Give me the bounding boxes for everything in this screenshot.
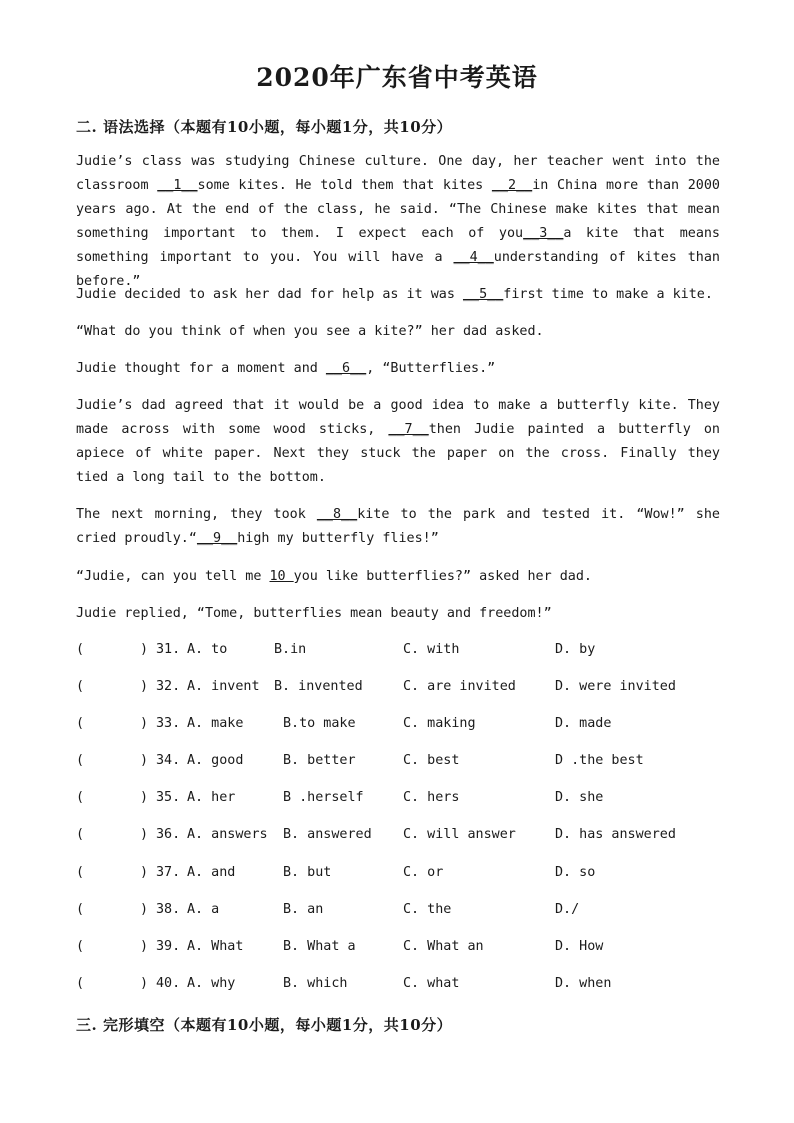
option-d: D./	[555, 902, 580, 917]
option-d: D. How	[555, 939, 604, 954]
passage-paragraph-2	[76, 283, 720, 307]
option-b: B. invented	[274, 679, 363, 694]
passage-text: “What do you think of when you see a kite?” her dad asked.	[76, 324, 544, 339]
option-a: A. invent	[187, 679, 260, 694]
option-b: B. but	[283, 865, 332, 880]
passage-text: kite to the park and tested it. “Wow!” she cried proudly.“	[76, 507, 720, 546]
option-d: D. so	[555, 865, 596, 880]
section-heading-grammar: 二. 语法选择（本题有10小题，每小题1分，共10分）	[76, 118, 453, 136]
passage-text: first time to make a kite.	[503, 287, 713, 302]
option-c: C. or	[403, 865, 444, 880]
option-b: B. which	[283, 976, 348, 991]
answer-slot-open: (	[76, 865, 85, 880]
option-a: A. good	[187, 753, 244, 768]
passage-text: Judie thought for a moment and	[76, 361, 326, 376]
option-d: D. made	[555, 716, 612, 731]
blank-7: __7__	[388, 422, 429, 437]
answer-slot-close: )	[140, 827, 149, 842]
question-31	[76, 642, 736, 664]
passage-text: some kites. He told them that kites	[197, 178, 492, 193]
option-c: C. will answer	[403, 827, 516, 842]
question-33	[76, 716, 736, 738]
option-b: B. better	[283, 753, 356, 768]
option-c: C. the	[403, 902, 452, 917]
answer-slot-open: (	[76, 679, 85, 694]
question-number: 32.	[156, 679, 181, 694]
blank-1: __1__	[157, 178, 198, 193]
passage-paragraph-4	[76, 357, 720, 381]
option-a: A. and	[187, 865, 236, 880]
passage-text: a kite that means something important to you. You will have a	[76, 226, 720, 265]
passage-text: then Judie painted a butterfly on apiece of white paper. Next they stuck the paper on the cross. Finally they tied a long tail to the bottom.	[76, 422, 720, 485]
answer-slot-close: )	[140, 716, 149, 731]
answer-slot-close: )	[140, 679, 149, 694]
passage-text: Judie’s dad agreed that it would be a good idea to make a butterfly kite. They made across with some wood sticks,	[76, 398, 720, 437]
answer-slot-open: (	[76, 753, 85, 768]
option-c: C. What an	[403, 939, 484, 954]
question-35	[76, 790, 736, 812]
answer-slot-close: )	[140, 642, 149, 657]
answer-slot-close: )	[140, 865, 149, 880]
blank-3: __3__	[523, 226, 564, 241]
option-a: A. answers	[187, 827, 268, 842]
question-number: 33.	[156, 716, 181, 731]
question-number: 35.	[156, 790, 181, 805]
answer-slot-close: )	[140, 939, 149, 954]
blank-4: __4__	[453, 250, 494, 265]
option-d: D. by	[555, 642, 596, 657]
answer-slot-open: (	[76, 642, 85, 657]
option-c: C. best	[403, 753, 460, 768]
page-title: 2020年广东省中考英语	[256, 63, 538, 92]
question-number: 38.	[156, 902, 181, 917]
option-a: A. why	[187, 976, 236, 991]
passage-paragraph-1	[76, 150, 720, 294]
option-d: D. she	[555, 790, 604, 805]
passage-text: Judie decided to ask her dad for help as it was	[76, 287, 463, 302]
passage-paragraph-5	[76, 394, 720, 490]
blank-5: __5__	[462, 287, 504, 302]
question-37	[76, 865, 736, 887]
answer-slot-close: )	[140, 753, 149, 768]
answer-slot-open: (	[76, 939, 85, 954]
option-c: C. with	[403, 642, 460, 657]
option-b: B.to make	[283, 716, 356, 731]
question-36	[76, 827, 736, 849]
blank-8: __8__	[316, 507, 358, 522]
passage-text: The next morning, they took	[76, 507, 317, 522]
answer-slot-open: (	[76, 976, 85, 991]
blank-6: __6__	[325, 361, 367, 376]
question-number: 34.	[156, 753, 181, 768]
passage-paragraph-7	[76, 565, 720, 589]
passage-text: you like butterflies?” asked her dad.	[293, 569, 592, 584]
answer-slot-open: (	[76, 902, 85, 917]
option-b: B. answered	[283, 827, 372, 842]
option-c: C. making	[403, 716, 476, 731]
option-b: B. What a	[283, 939, 356, 954]
option-c: C. are invited	[403, 679, 516, 694]
question-40	[76, 976, 736, 998]
question-number: 39.	[156, 939, 181, 954]
option-b: B .herself	[283, 790, 364, 805]
passage-text: “Judie, can you tell me	[76, 569, 270, 584]
blank-9: __9__	[196, 531, 238, 546]
option-d: D. when	[555, 976, 612, 991]
option-b: B.in	[274, 642, 307, 657]
option-a: A. What	[187, 939, 244, 954]
question-number: 36.	[156, 827, 181, 842]
section-heading-cloze: 三. 完形填空（本题有10小题，每小题1分，共10分）	[76, 1016, 453, 1034]
option-a: A. make	[187, 716, 244, 731]
answer-slot-open: (	[76, 716, 85, 731]
answer-slot-close: )	[140, 790, 149, 805]
option-c: C. what	[403, 976, 460, 991]
blank-2: __2__	[491, 178, 533, 193]
answer-slot-open: (	[76, 827, 85, 842]
option-a: A. to	[187, 642, 228, 657]
passage-text: , “Butterflies.”	[366, 361, 496, 376]
passage-text: Judie replied, “Tome, butterflies mean beauty and freedom!”	[76, 606, 552, 621]
question-38	[76, 902, 736, 924]
passage-paragraph-3	[76, 320, 720, 344]
option-b: B. an	[283, 902, 324, 917]
answer-slot-open: (	[76, 790, 85, 805]
option-a: A. a	[187, 902, 220, 917]
passage-text: Judie’s class was studying Chinese culture. One day, her teacher went into the classroom	[76, 154, 720, 193]
passage-paragraph-6	[76, 503, 720, 551]
option-d: D. were invited	[555, 679, 676, 694]
question-39	[76, 939, 736, 961]
option-d: D. has answered	[555, 827, 676, 842]
passage-paragraph-8	[76, 602, 720, 626]
answer-slot-close: )	[140, 976, 149, 991]
question-32	[76, 679, 736, 701]
passage-text: high my butterfly flies!”	[237, 531, 439, 546]
passage-text: in China more than 2000 years ago. At the end of the class, he said. “The Chinese make kites that mean something important to them. I expect each of you	[76, 178, 720, 241]
option-d: D .the best	[555, 753, 644, 768]
question-number: 40.	[156, 976, 181, 991]
option-c: C. hers	[403, 790, 460, 805]
option-a: A. her	[187, 790, 236, 805]
passage-text: understanding of kites than before.”	[76, 250, 720, 289]
answer-slot-close: )	[140, 902, 149, 917]
question-34	[76, 753, 736, 775]
blank-10: 10	[269, 569, 294, 584]
question-number: 31.	[156, 642, 181, 657]
question-number: 37.	[156, 865, 181, 880]
